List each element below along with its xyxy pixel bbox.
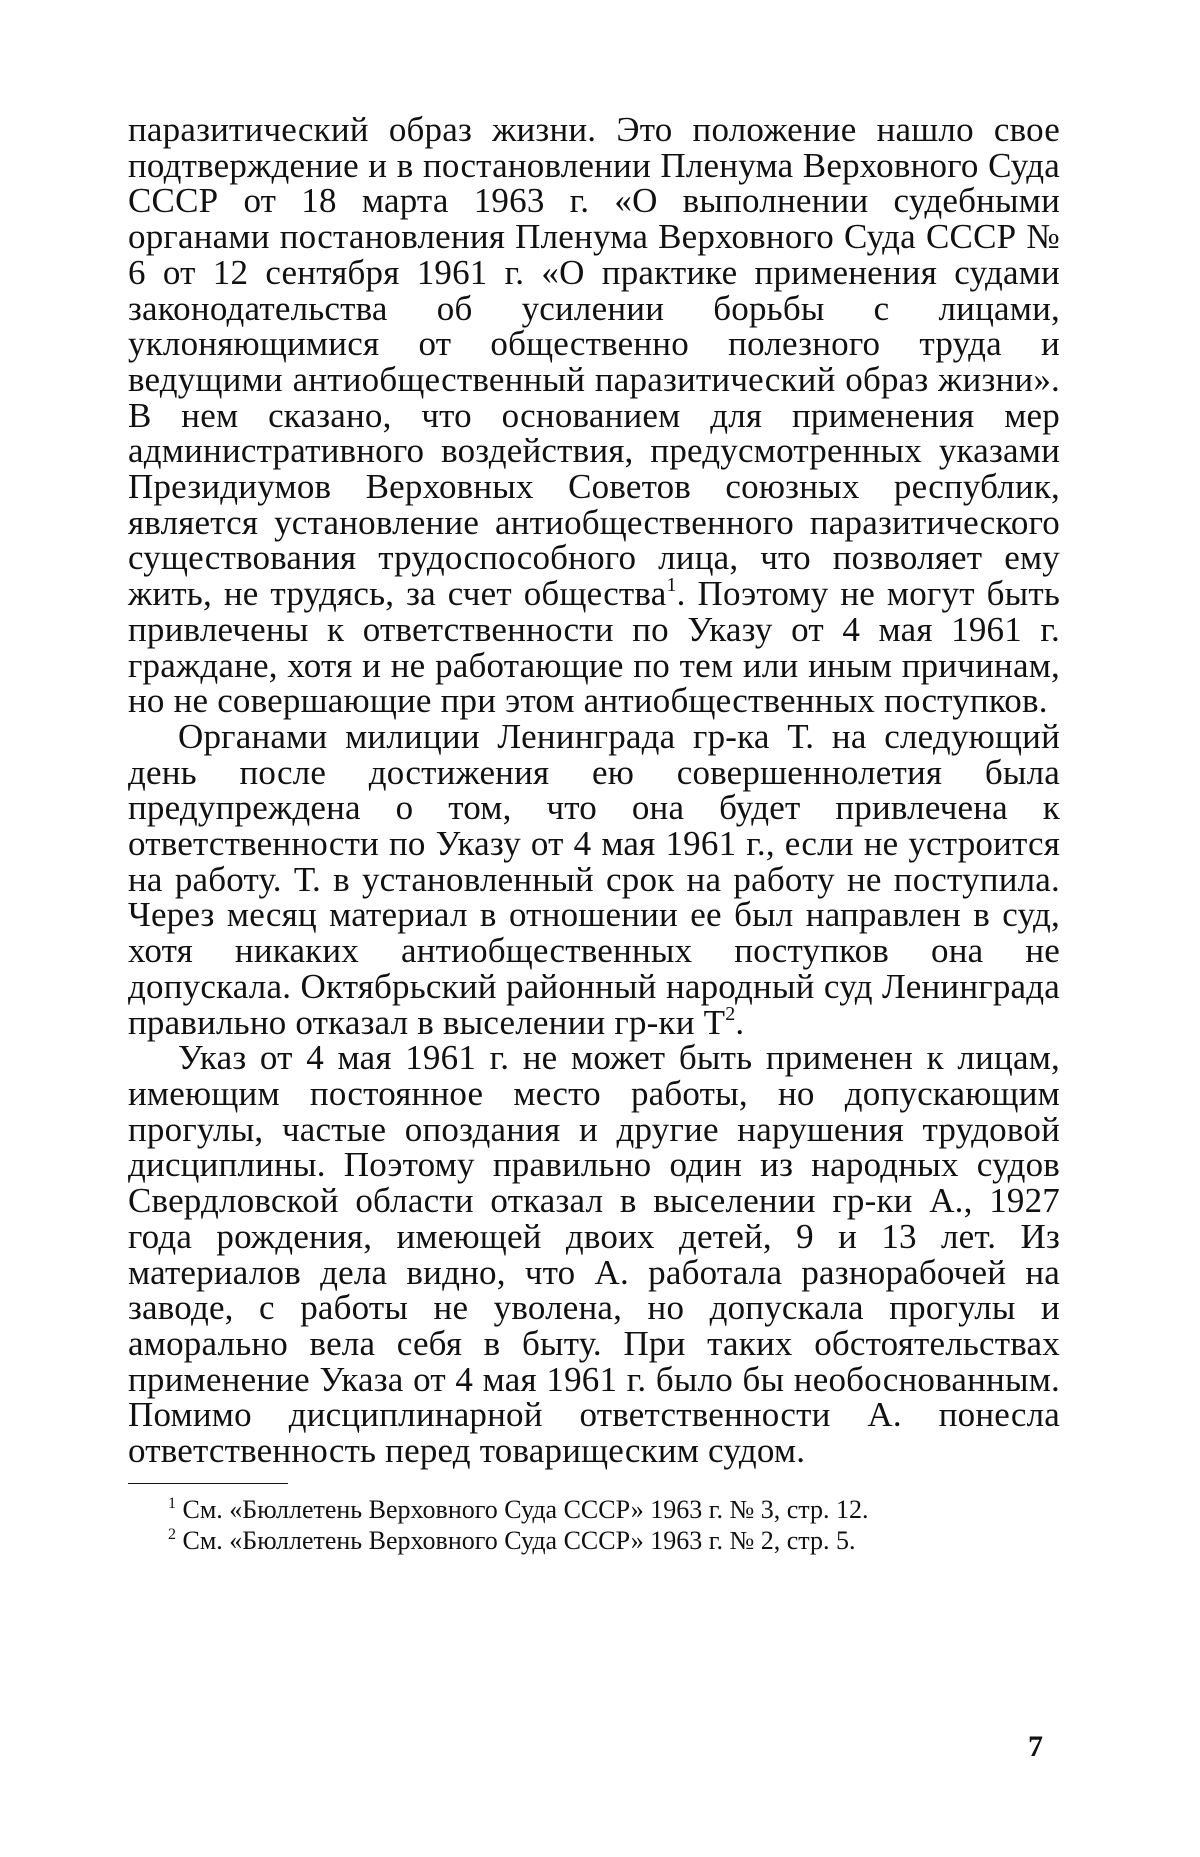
paragraph-3 — [128, 1038, 1060, 1471]
paragraph-2 — [128, 716, 1060, 1042]
page-number: 7 — [1028, 1730, 1043, 1763]
footnote-ref-2[interactable]: 2 — [725, 1002, 736, 1025]
paragraph-2-text: Органами милиции Ленинграда гр-ка Т. на следующий день после достижения ею совершеннолетия была предупреждена о том, что она будет привлечена к ответственности по Указу от 4 мая 1961 г., если не устроится на работу. Т. в установленный срок на работу не поступила. Через месяц материал в отношении ее был направлен в суд, хотя никаких антиобщественных поступков она не допускала. Октябрьский районный народный суд Ленинграда правильно отказал в выселении гр-ки Т — [128, 716, 1060, 1042]
footnote-2 — [128, 1525, 1060, 1556]
footnote-divider — [128, 1483, 288, 1484]
page-body — [128, 112, 1060, 1556]
paragraph-1-text: паразитический образ жизни. Это положение нашло свое подтверждение и в постановлении Пленума Верховного Суда СССР от 18 марта 1963 г. «О выполнении судебными органами постановления Пленума Верховного Суда СССР № 6 от 12 сентября 1961 г. «О практике применения судами законодательства об усилении борьбы с лицами, уклоняющимися от общественно полезного труда и ведущими антиобщественный паразитический образ жизни». В нем сказано, что основанием для применения мер административного воздействия, предусмотренных указами Президиумов Верховных Советов союзных республик, является установление антиобщественного паразитического существования трудоспособного лица, что позволяет ему жить, не трудясь, за счет общества — [128, 110, 1060, 614]
paragraph-2-text-continued: . — [735, 1002, 745, 1042]
footnote-2-text: См. «Бюллетень Верховного Суда СССР» 1963 г. № 2, стр. 5. — [182, 1525, 856, 1555]
paragraph-1 — [128, 112, 1060, 719]
footnote-1-text: См. «Бюллетень Верховного Суда СССР» 1963 г. № 3, стр. 12. — [182, 1494, 869, 1524]
footnote-2-mark: 2 — [168, 1525, 176, 1543]
footnote-1-mark: 1 — [168, 1494, 176, 1512]
paragraph-1-text-continued: . Поэтому не могут быть привлечены к ответственности по Указу от 4 мая 1961 г. граждане, хотя и не работающие по тем или иным причинам, но не совершающие при этом антиобщественных поступков. — [128, 574, 1060, 721]
footnote-1 — [128, 1494, 1060, 1525]
paragraph-3-text: Указ от 4 мая 1961 г. не может быть применен к лицам, имеющим постоянное место работы, но допускающим прогулы, частые опоздания и другие нарушения трудовой дисциплины. Поэтому правильно один из народных судов Свердловской области отказал в выселении гр-ки А., 1927 года рождения, имеющей двоих детей, 9 и 13 лет. Из материалов дела видно, что А. работала разнорабочей на заводе, с работы не уволена, но допускала прогулы и аморально вела себя в быту. При таких обстоятельствах применение Указа от 4 мая 1961 г. было бы необоснованным. Помимо дисциплинарной ответственности А. понесла ответственность перед товарищеским судом. — [128, 1038, 1060, 1471]
footnote-ref-1[interactable]: 1 — [666, 574, 677, 597]
